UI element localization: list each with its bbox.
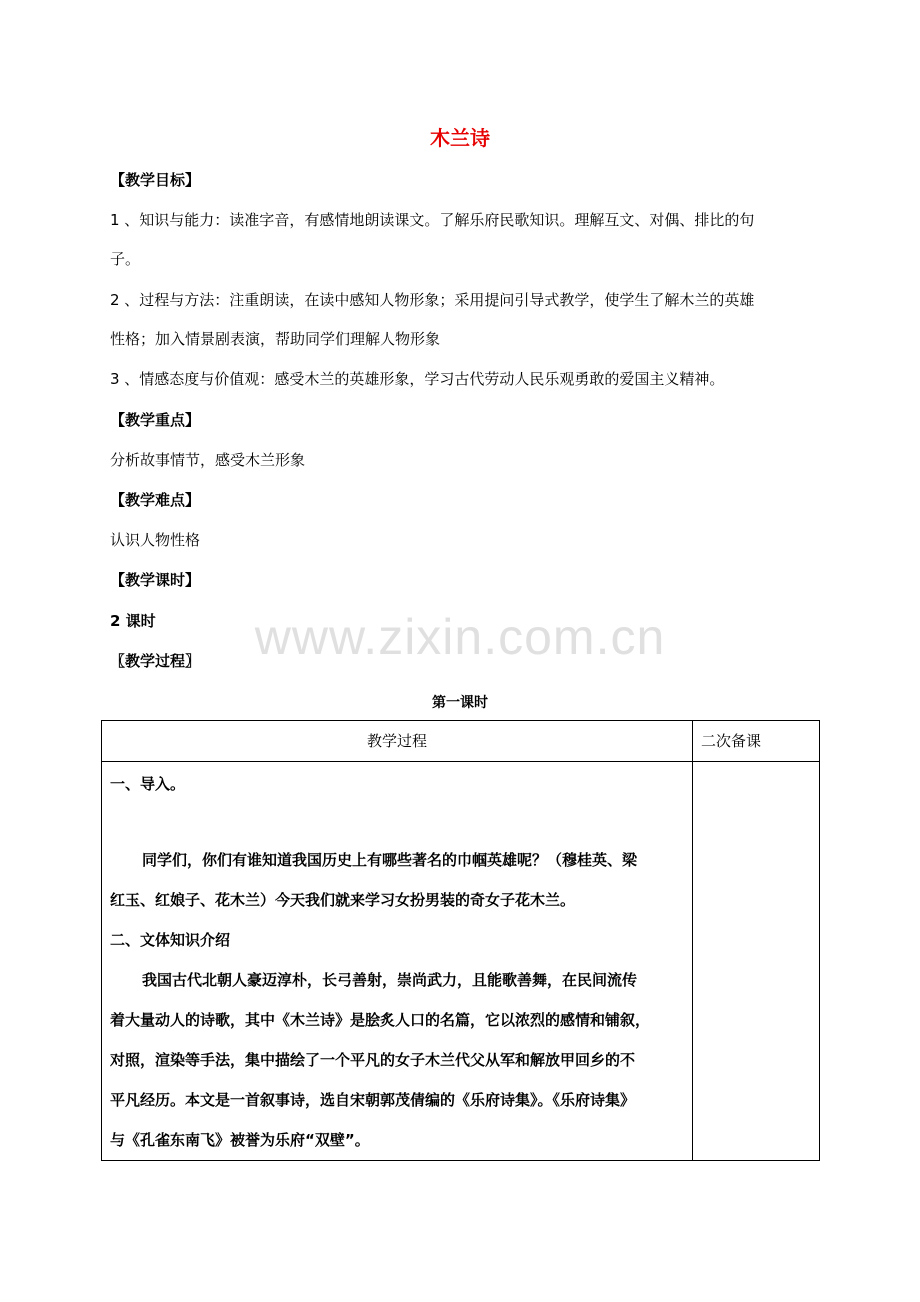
intro-heading: 一、导入。	[110, 775, 186, 793]
genre-heading: 二、文体知识介绍	[110, 931, 231, 949]
goal-2-line-1: 2 、过程与方法：注重朗读，在读中感知人物形象；采用提问引导式教学，使学生了解木兰的英雄	[110, 291, 755, 309]
col-header-process: 教学过程	[102, 721, 693, 762]
genre-line-4: 平凡经历。本文是一首叙事诗，选自宋朝郭茂倩编的《乐府诗集》。《乐府诗集》	[110, 1091, 636, 1109]
secondary-prep-cell	[693, 762, 820, 1161]
watermark: www.zixin.com.cn	[254, 609, 666, 665]
difficulty-heading: 【教学难点】	[110, 491, 201, 509]
goal-1-line-1: 1 、知识与能力：读准字音，有感情地朗读课文。了解乐府民歌知识。理解互文、对偶、排比的句	[110, 211, 755, 229]
key-points-text: 分析故事情节，感受木兰形象	[110, 451, 306, 469]
process-cell	[102, 762, 693, 1161]
goal-3: 3 、情感态度与价值观：感受木兰的英雄形象，学习古代劳动人民乐观勇敢的爱国主义精神。	[110, 370, 725, 388]
lesson-title: 第一课时	[432, 695, 488, 711]
intro-line-1: 同学们，你们有谁知道我国历史上有哪些著名的巾帼英雄呢？（穆桂英、梁	[142, 851, 638, 869]
goals-heading: 【教学目标】	[110, 171, 201, 189]
lesson-table	[101, 720, 820, 1161]
genre-line-2: 着大量动人的诗歌，其中《木兰诗》是脍炙人口的名篇，它以浓烈的感情和铺叙，	[110, 1011, 651, 1029]
col-header-secondary-prep: 二次备课	[693, 721, 820, 762]
goal-1-line-2: 子。	[110, 250, 141, 268]
hours-text: 2 课时	[110, 612, 156, 630]
key-points-heading: 【教学重点】	[110, 411, 201, 429]
hours-heading: 【教学课时】	[110, 571, 201, 589]
table-header-row	[102, 721, 820, 762]
goal-2-line-2: 性格；加入情景剧表演，帮助同学们理解人物形象	[110, 330, 441, 348]
document-title: 木兰诗	[430, 126, 490, 150]
genre-line-5: 与《孔雀东南飞》被誉为乐府“双壁”。	[110, 1131, 370, 1149]
table-row	[102, 762, 820, 1161]
genre-line-3: 对照，渲染等手法，集中描绘了一个平凡的女子木兰代父从军和解放甲回乡的不	[110, 1051, 636, 1069]
genre-line-1: 我国古代北朝人豪迈淳朴，长弓善射，崇尚武力，且能歌善舞，在民间流传	[142, 971, 638, 989]
process-heading: 〖教学过程〗	[110, 652, 201, 670]
difficulty-text: 认识人物性格	[110, 531, 201, 549]
intro-line-2: 红玉、红娘子、花木兰）今天我们就来学习女扮男装的奇女子花木兰。	[110, 891, 576, 909]
